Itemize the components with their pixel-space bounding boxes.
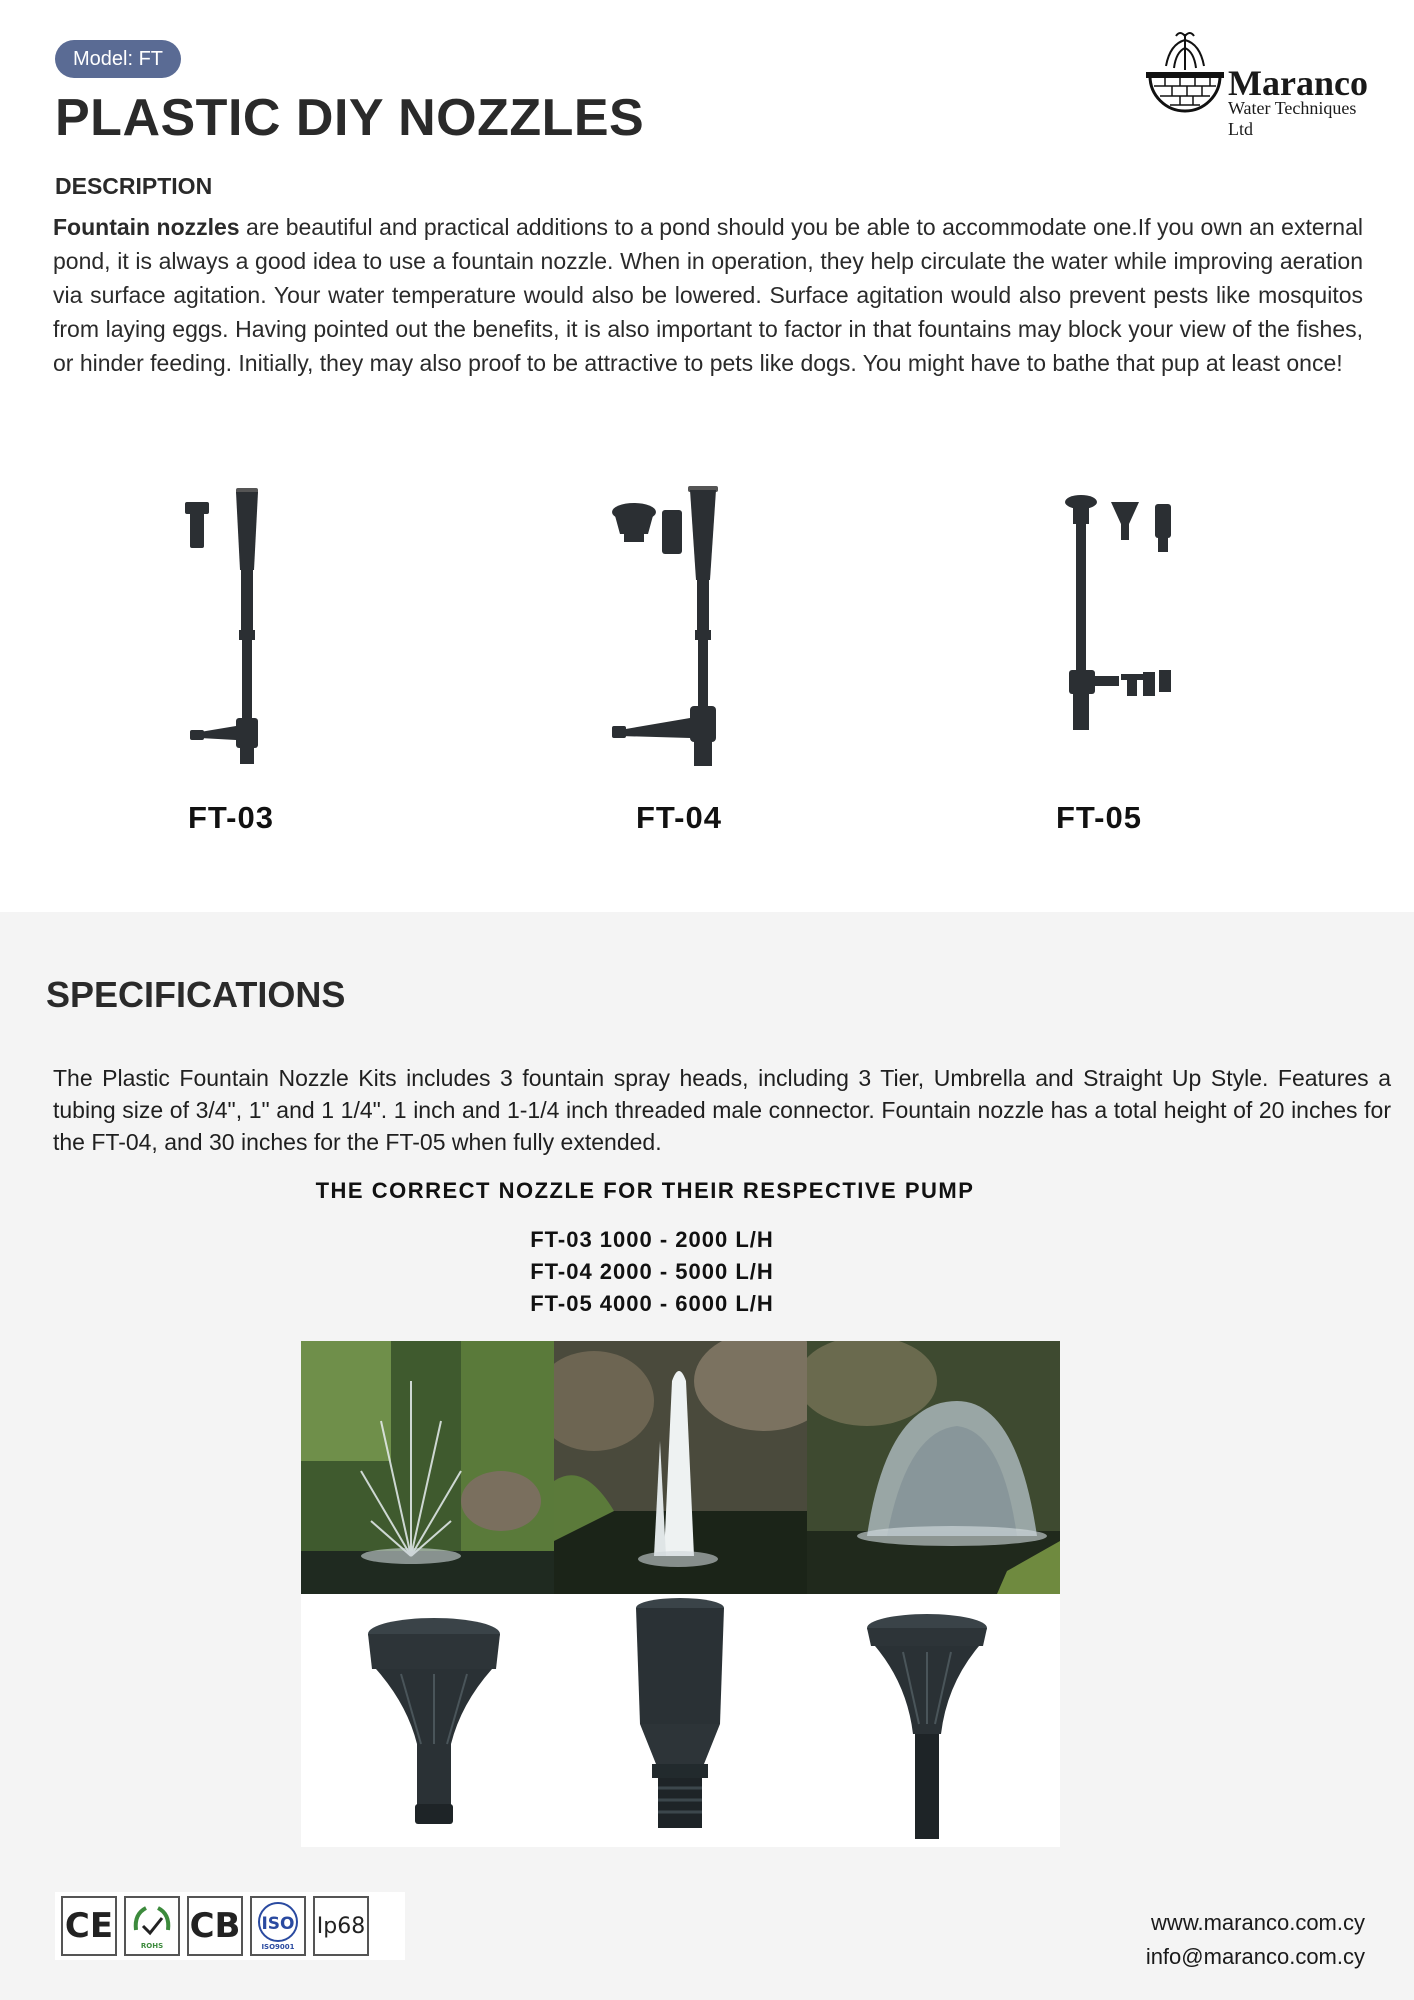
three-tier-nozzle-head-icon (301, 1594, 554, 1847)
description-lead: Fountain nozzles (53, 214, 240, 240)
description-text (53, 210, 1363, 380)
rohs-mark-icon (124, 1896, 180, 1956)
straight-up-spray-photo (554, 1341, 807, 1594)
product-label-ft04: FT-04 (636, 800, 722, 835)
pump-heading: THE CORRECT NOZZLE FOR THEIR RESPECTIVE PUMP (315, 1178, 975, 1203)
website-link[interactable]: www.maranco.com.cy (1151, 1910, 1365, 1935)
nozzle-kit-ft05-icon (1055, 470, 1195, 770)
svg-text:ROHS: ROHS (140, 1942, 164, 1950)
product-label-ft03: FT-03 (188, 800, 274, 835)
product-label-ft05: FT-05 (1056, 800, 1142, 835)
three-tier-nozzle-head-photo (301, 1594, 554, 1847)
product-ft05 (1055, 470, 1315, 770)
product-ft03 (170, 470, 430, 770)
svg-text:ISO: ISO (261, 1914, 295, 1934)
ip68-mark-icon: Ip68 (313, 1896, 369, 1956)
three-tier-spray-photo (301, 1341, 554, 1594)
umbrella-nozzle-head-photo (807, 1594, 1060, 1847)
iso-mark-icon (250, 1896, 306, 1956)
specifications-heading: SPECIFICATIONS (46, 974, 346, 1015)
email-link[interactable]: info@maranco.com.cy (1145, 1944, 1365, 1969)
company-logo (1140, 22, 1380, 139)
certification-logos (55, 1892, 405, 1960)
fountain-brick-logo-icon (1140, 26, 1230, 116)
ce-mark-icon: CE (61, 1896, 117, 1956)
description-heading: DESCRIPTION (55, 173, 213, 199)
logo-subtitle: Water Techniques Ltd (1228, 98, 1357, 139)
nozzle-kit-ft03-icon (170, 470, 310, 770)
cb-mark-icon: CB (187, 1896, 243, 1956)
pump-row-ft05: FT-05 4000 - 6000 L/H (530, 1291, 774, 1316)
specifications-text: The Plastic Fountain Nozzle Kits includes 3 fountain spray heads, including 3 Tier, Umbrella and Straight Up Style. Features a tubing size of 3/4", 1" and 1 1/4". 1 inch and 1-1/4 inch threaded male connector. Fountain nozzle has a total height of 20 inches for the FT-04, and 30 inches for the FT-05 when fully extended. (53, 1065, 1391, 1155)
nozzle-kit-ft04-icon (610, 470, 770, 770)
pump-row-ft03: FT-03 1000 - 2000 L/H (530, 1227, 774, 1252)
svg-text:ISO9001: ISO9001 (261, 1943, 295, 1951)
product-ft04 (610, 470, 870, 770)
specifications-section (0, 912, 1414, 2000)
page-title: PLASTIC DIY NOZZLES (55, 89, 645, 147)
umbrella-spray-photo (807, 1341, 1060, 1594)
description-body: are beautiful and practical additions to a pond should you be able to accommodate one.If you own an external pond, it is always a good idea to use a fountain nozzle. When in operation, they help circulate the water while improving aeration via surface agitation. Your water temperature would also be lowered. Surface agitation would also prevent pests like mosquitos from laying eggs. Having pointed out the benefits, it is also important to factor in that fountains may block your view of the fishes, or hinder feeding. Initially, they may also proof to be attractive to pets like dogs. You might have to bathe that pup at least once! (53, 214, 1363, 376)
straight-up-nozzle-head-icon (554, 1594, 807, 1847)
pump-list (0, 1224, 1304, 1320)
contact-info (1146, 1906, 1365, 1974)
straight-up-nozzle-head-photo (554, 1594, 807, 1847)
pump-row-ft04: FT-04 2000 - 5000 L/H (530, 1259, 774, 1284)
model-badge: Model: FT (55, 40, 181, 78)
nozzle-photo-grid (301, 1341, 1060, 1847)
logo-name: Maranco (1228, 63, 1368, 103)
umbrella-nozzle-head-icon (807, 1594, 1060, 1847)
